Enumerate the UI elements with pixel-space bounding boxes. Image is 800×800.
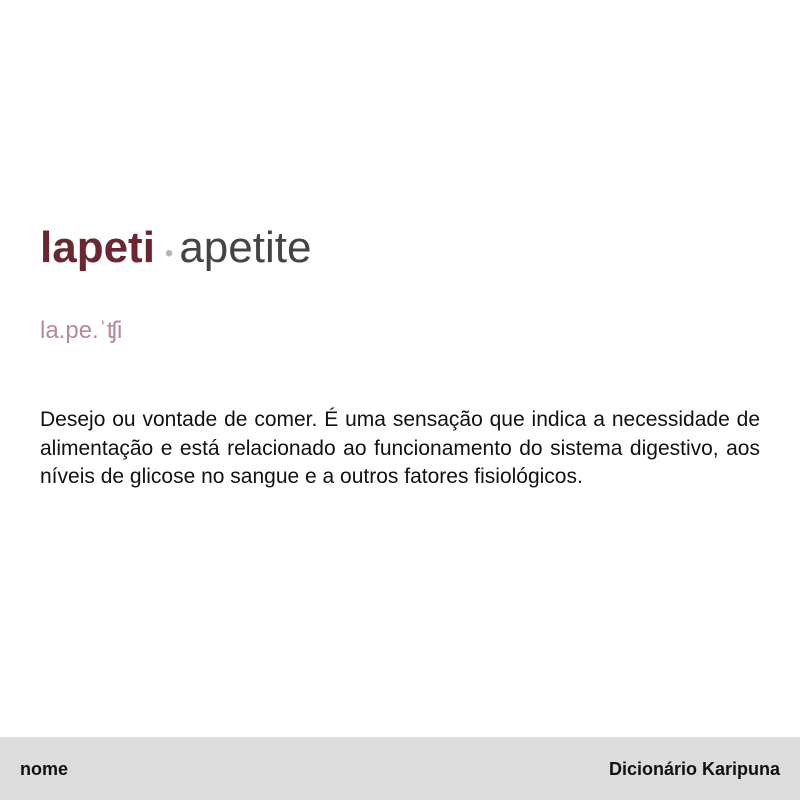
- separator-dot: •: [164, 239, 174, 267]
- dictionary-source-label: Dicionário Karipuna: [608, 759, 780, 779]
- footer-bar: [0, 737, 800, 800]
- entry-translation: apetite: [179, 223, 312, 272]
- entry-phonetic: la.pe.ˈʧi: [40, 317, 123, 344]
- entry-headline: [40, 222, 311, 284]
- entry-definition: Desejo ou vontade de comer. É uma sensação que indica a necessidade de alimentação e está relacionado ao funcionamento do sistema digestivo, aos níveis de glicose no sangue e a outros fatores fisiológicos.: [40, 408, 760, 488]
- entry-term: lapeti: [40, 223, 155, 272]
- word-class-label: nome: [20, 759, 69, 779]
